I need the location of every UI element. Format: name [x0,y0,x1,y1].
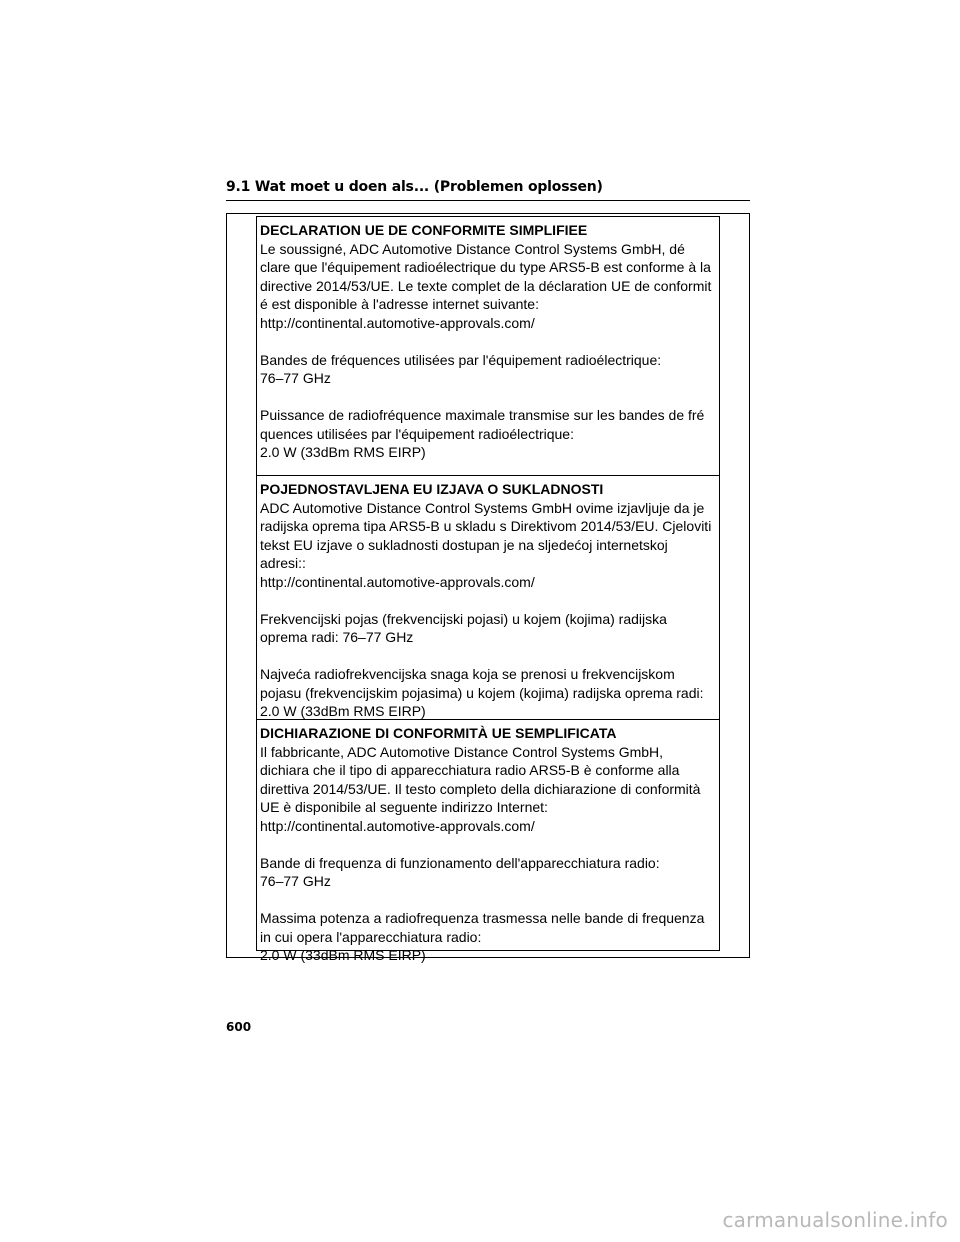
text-line: 76–77 GHz [260,370,331,386]
text-line: direttiva 2014/53/UE. Il testo completo della dichiarazione di conformità [260,780,701,797]
text-line: é est disponible à l'adresse internet suivante: [260,296,539,312]
text-line: Le soussigné, ADC Automotive Distance Control Systems GmbH, dé [260,240,685,257]
text-line: clare que l'équipement radioélectrique du type ARS5-B est conforme à la [260,259,711,275]
watermark: carmanualsonline.info [722,1208,948,1232]
text-line: 2.0 W (33dBm RMS EIRP) [260,703,426,719]
text-line: quences utilisées par l'équipement radioélectrique: [260,425,574,442]
max-power [260,406,716,462]
declaration-statement [260,240,716,333]
declaration-statement [260,499,716,592]
text-line: directive 2014/53/UE. Le texte complet de la déclaration UE de conformit [260,277,712,294]
approvals-url: http://continental.automotive-approvals.com/ [260,573,535,590]
text-line: ADC Automotive Distance Control Systems GmbH ovime izjavljuje da je [260,499,705,516]
text-line: Puissance de radiofréquence maximale transmise sur les bandes de fré [260,407,705,423]
text-line: in cui opera l'apparecchiatura radio: [260,928,482,945]
page-header [226,178,750,201]
declaration-title: DECLARATION UE DE CONFORMITE SIMPLIFIEE [260,222,588,238]
text-line: tekst EU izjave o sukladnosti dostupan je na sljedećoj internetskoj [260,536,668,553]
text-line: Frekvencijski pojas (frekvencijski pojasi) u kojem (kojima) radijska [260,610,667,627]
declaration-croatian [256,475,720,720]
text-line: dichiara che il tipo di apparecchiatura radio ARS5-B è conforme alla [260,762,680,778]
frequency-bands [260,351,716,388]
text-line: Massima potenza a radiofrequenza trasmessa nelle bande di frequenza [260,910,705,926]
declaration-italian [256,719,720,963]
max-power [260,665,716,721]
text-line: oprema radi: 76–77 GHz [260,629,414,645]
declaration-title: DICHIARAZIONE DI CONFORMITÀ UE SEMPLIFICATA [260,725,617,741]
text-line: UE è disponibile al seguente indirizzo Internet: [260,799,548,815]
text-line: Bandes de fréquences utilisées par l'équipement radioélectrique: [260,351,662,368]
text-line: Bande di frequenza di funzionamento dell'apparecchiatura radio: [260,854,660,871]
text-line: pojasu (frekvencijskim pojasima) u kojem (kojima) radijska oprema radi: [260,684,704,701]
max-power [260,909,716,965]
text-line: Il fabbricante, ADC Automotive Distance Control Systems GmbH, [260,743,664,760]
frequency-bands [260,854,716,891]
declaration-statement [260,743,716,836]
section-title: 9.1 Wat moet u doen als... (Problemen oplossen) [226,179,603,195]
page-number: 600 [226,1020,252,1034]
text-line: 2.0 W (33dBm RMS EIRP) [260,444,426,460]
text-line: radijska oprema tipa ARS5-B u skladu s Direktivom 2014/53/EU. Cjeloviti [260,518,712,534]
approvals-url: http://continental.automotive-approvals.com/ [260,817,535,834]
approvals-url: http://continental.automotive-approvals.com/ [260,314,535,331]
text-line: 76–77 GHz [260,873,331,889]
text-line: Najveća radiofrekvencijska snaga koja se prenosi u frekvencijskom [260,666,675,682]
declaration-title: POJEDNOSTAVLJENA EU IZJAVA O SUKLADNOSTI [260,481,604,497]
text-line: adresi:: [260,555,306,571]
text-line: 2.0 W (33dBm RMS EIRP) [260,947,426,963]
declaration-french [256,216,720,476]
frequency-bands [260,610,716,647]
